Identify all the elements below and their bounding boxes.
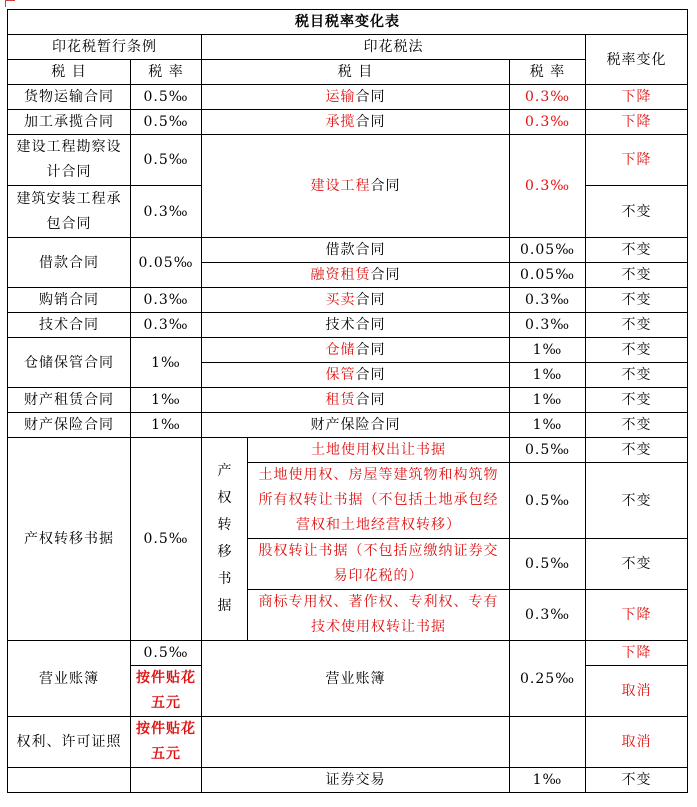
regulation-header: 印花税暂行条例 bbox=[8, 35, 202, 60]
highlight-text: 承揽 bbox=[325, 114, 356, 130]
new-item-cell bbox=[202, 263, 510, 288]
highlight-text: 仓储 bbox=[325, 342, 356, 358]
tax-rate-change-table bbox=[7, 9, 688, 793]
item-suffix: 合同 bbox=[370, 267, 401, 283]
table-title: 税目税率变化表 bbox=[8, 10, 688, 35]
table-row bbox=[8, 110, 688, 135]
new-item-cell bbox=[202, 110, 510, 135]
new-item-cell: 财产保险合同 bbox=[202, 413, 510, 438]
new-item-cell: 借款合同 bbox=[202, 238, 510, 263]
table-row bbox=[8, 768, 688, 793]
old-item-cell: 建设工程勘察设计合同 bbox=[8, 135, 131, 186]
old-rate-cell: 1‰ bbox=[131, 338, 202, 388]
change-cell: 不变 bbox=[586, 463, 688, 539]
title-row bbox=[8, 10, 688, 35]
table-row bbox=[8, 413, 688, 438]
change-cell: 取消 bbox=[586, 666, 688, 717]
table-row bbox=[8, 238, 688, 263]
new-rate-cell: 0.5‰ bbox=[510, 438, 586, 463]
change-cell: 不变 bbox=[586, 288, 688, 313]
change-cell: 不变 bbox=[586, 413, 688, 438]
change-cell: 不变 bbox=[586, 363, 688, 388]
highlight-text: 运输 bbox=[325, 89, 356, 105]
old-item-cell: 加工承揽合同 bbox=[8, 110, 131, 135]
change-cell: 不变 bbox=[586, 768, 688, 793]
new-rate-cell: 1‰ bbox=[510, 363, 586, 388]
property-group-label: 产权转移书据 bbox=[202, 438, 248, 641]
table-row bbox=[8, 438, 688, 463]
new-item-cell: 股权转让书据（不包括应缴纳证券交易印花税的） bbox=[248, 539, 510, 590]
old-rate-cell: 0.3‰ bbox=[131, 186, 202, 238]
old-rate-cell bbox=[131, 768, 202, 793]
change-cell: 下降 bbox=[586, 641, 688, 666]
new-rate-cell: 1‰ bbox=[510, 338, 586, 363]
old-rate-cell: 0.5‰ bbox=[131, 135, 202, 186]
new-rate-cell: 0.3‰ bbox=[510, 85, 586, 110]
old-rate-cell: 0.5‰ bbox=[131, 641, 202, 666]
item-suffix: 合同 bbox=[355, 292, 386, 308]
corner-crop-mark bbox=[5, 0, 15, 7]
table-row bbox=[8, 313, 688, 338]
new-rate-cell: 0.3‰ bbox=[510, 135, 586, 238]
change-cell: 不变 bbox=[586, 263, 688, 288]
header-row-1 bbox=[8, 35, 688, 60]
new-item-cell: 证券交易 bbox=[202, 768, 510, 793]
change-cell: 取消 bbox=[586, 717, 688, 768]
new-rate-cell: 1‰ bbox=[510, 388, 586, 413]
highlight-text: 保管 bbox=[325, 367, 356, 383]
change-cell: 不变 bbox=[586, 186, 688, 238]
new-rate-cell: 1‰ bbox=[510, 768, 586, 793]
new-rate-cell bbox=[510, 717, 586, 768]
old-item-cell: 借款合同 bbox=[8, 238, 131, 288]
new-rate-cell: 0.05‰ bbox=[510, 238, 586, 263]
new-item-cell bbox=[202, 388, 510, 413]
old-item-cell: 建筑安装工程承包合同 bbox=[8, 186, 131, 238]
change-cell: 不变 bbox=[586, 338, 688, 363]
new-rate-cell: 0.05‰ bbox=[510, 263, 586, 288]
old-item-cell bbox=[8, 768, 131, 793]
old-rate-cell: 按件贴花五元 bbox=[131, 717, 202, 768]
old-item-cell: 技术合同 bbox=[8, 313, 131, 338]
item-suffix: 合同 bbox=[370, 178, 401, 194]
new-rate-cell: 0.5‰ bbox=[510, 539, 586, 590]
table-row bbox=[8, 388, 688, 413]
change-cell: 不变 bbox=[586, 539, 688, 590]
law-header: 印花税法 bbox=[202, 35, 586, 60]
old-rate-cell: 1‰ bbox=[131, 388, 202, 413]
new-item-cell bbox=[202, 363, 510, 388]
new-rate-cell: 1‰ bbox=[510, 413, 586, 438]
old-item-cell: 财产租赁合同 bbox=[8, 388, 131, 413]
old-item-cell: 权利、许可证照 bbox=[8, 717, 131, 768]
old-rate-cell: 0.5‰ bbox=[131, 438, 202, 641]
rate-change-header: 税率变化 bbox=[586, 35, 688, 85]
old-item-cell: 财产保险合同 bbox=[8, 413, 131, 438]
change-cell: 不变 bbox=[586, 313, 688, 338]
old-item-cell: 仓储保管合同 bbox=[8, 338, 131, 388]
table-row bbox=[8, 717, 688, 768]
new-rate-cell: 0.3‰ bbox=[510, 110, 586, 135]
table-row bbox=[8, 135, 688, 186]
table-row bbox=[8, 288, 688, 313]
table-row bbox=[8, 641, 688, 666]
highlight-text: 融资租赁 bbox=[310, 267, 371, 283]
item-suffix: 合同 bbox=[355, 342, 386, 358]
new-rate-cell: 0.5‰ bbox=[510, 463, 586, 539]
item-suffix: 合同 bbox=[355, 392, 386, 408]
new-item-cell: 土地使用权出让书据 bbox=[248, 438, 510, 463]
new-item-cell: 商标专用权、著作权、专利权、专有技术使用权转让书据 bbox=[248, 590, 510, 641]
highlight-text: 买卖 bbox=[325, 292, 356, 308]
item-suffix: 合同 bbox=[355, 114, 386, 130]
new-rate-cell: 0.3‰ bbox=[510, 590, 586, 641]
change-cell: 不变 bbox=[586, 388, 688, 413]
old-item-cell: 购销合同 bbox=[8, 288, 131, 313]
old-rate-cell: 0.05‰ bbox=[131, 238, 202, 288]
new-item-cell bbox=[202, 717, 510, 768]
old-rate-header: 税 率 bbox=[131, 60, 202, 85]
old-item-cell: 营业账簿 bbox=[8, 641, 131, 717]
old-rate-cell: 0.3‰ bbox=[131, 313, 202, 338]
new-item-cell bbox=[202, 338, 510, 363]
change-cell: 下降 bbox=[586, 110, 688, 135]
new-item-cell bbox=[202, 85, 510, 110]
new-item-cell bbox=[202, 135, 510, 238]
old-rate-cell: 0.5‰ bbox=[131, 85, 202, 110]
change-cell: 不变 bbox=[586, 238, 688, 263]
change-cell: 不变 bbox=[586, 438, 688, 463]
new-item-cell: 土地使用权、房屋等建筑物和构筑物所有权转让书据（不包括土地承包经营权和土地经营权转移） bbox=[248, 463, 510, 539]
new-item-cell: 技术合同 bbox=[202, 313, 510, 338]
new-item-header: 税 目 bbox=[202, 60, 510, 85]
table-row bbox=[8, 338, 688, 363]
new-rate-cell: 0.3‰ bbox=[510, 313, 586, 338]
old-item-cell: 货物运输合同 bbox=[8, 85, 131, 110]
old-rate-cell: 0.5‰ bbox=[131, 110, 202, 135]
old-rate-cell: 0.3‰ bbox=[131, 288, 202, 313]
old-item-header: 税 目 bbox=[8, 60, 131, 85]
new-item-cell bbox=[202, 288, 510, 313]
change-cell: 下降 bbox=[586, 85, 688, 110]
highlight-text: 建设工程 bbox=[310, 178, 371, 194]
change-cell: 下降 bbox=[586, 135, 688, 186]
old-rate-cell: 按件贴花五元 bbox=[131, 666, 202, 717]
old-item-cell: 产权转移书据 bbox=[8, 438, 131, 641]
new-rate-cell: 0.3‰ bbox=[510, 288, 586, 313]
new-item-cell: 营业账簿 bbox=[202, 641, 510, 717]
table-row bbox=[8, 85, 688, 110]
new-rate-cell: 0.25‰ bbox=[510, 641, 586, 717]
new-rate-header: 税 率 bbox=[510, 60, 586, 85]
highlight-text: 租赁 bbox=[325, 392, 356, 408]
item-suffix: 合同 bbox=[355, 89, 386, 105]
old-rate-cell: 1‰ bbox=[131, 413, 202, 438]
item-suffix: 合同 bbox=[355, 367, 386, 383]
change-cell: 下降 bbox=[586, 590, 688, 641]
